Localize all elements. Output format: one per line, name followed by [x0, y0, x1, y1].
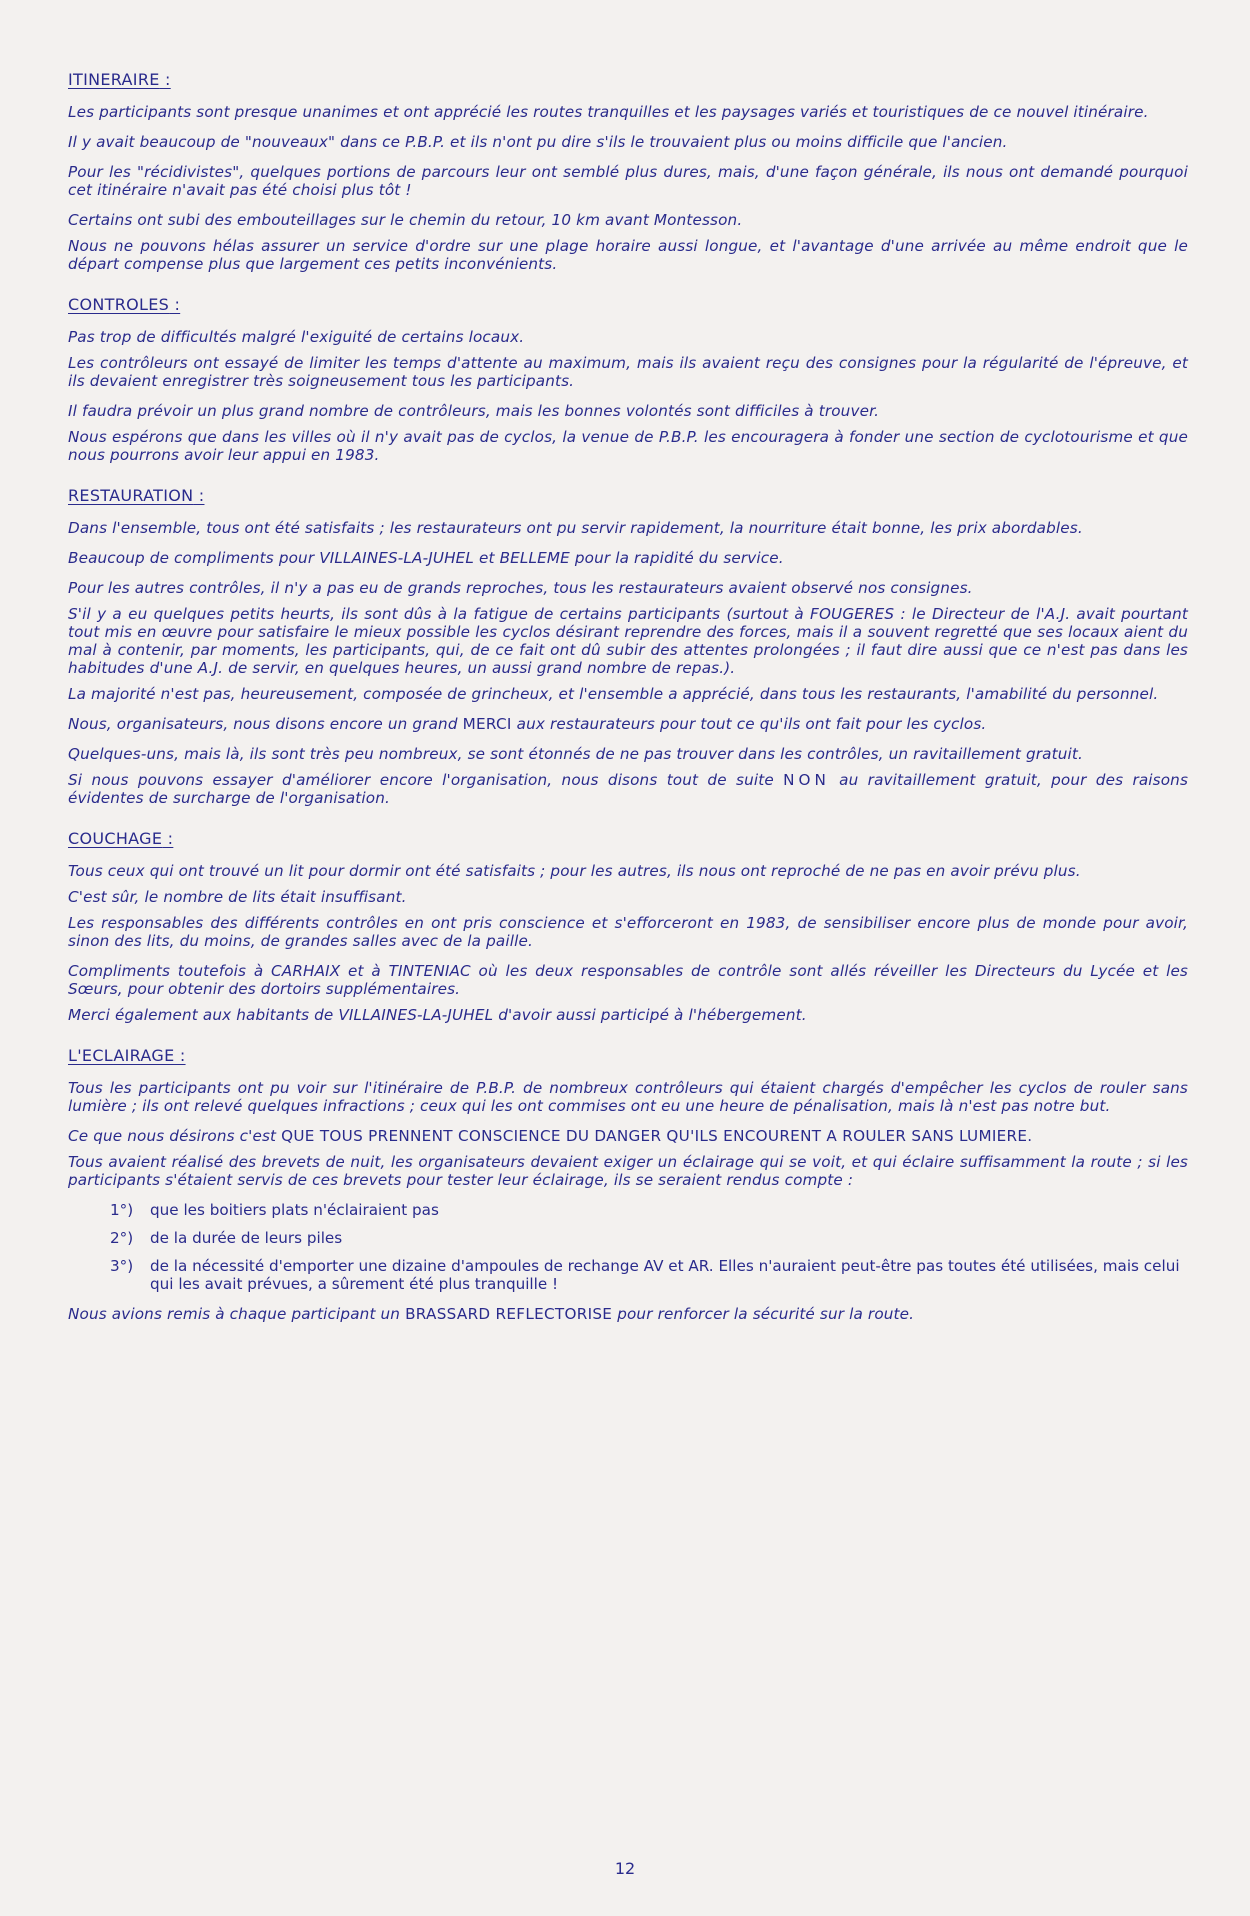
point-number: 1°) [110, 1201, 134, 1219]
point-text: de la durée de leurs piles [150, 1229, 343, 1247]
itineraire-paragraph-2: Il y avait beaucoup de "nouveaux" dans ce P.B.P. et ils n'ont pu dire s'ils le trouvaient plus ou moins difficile que l'ancien. [68, 133, 1008, 151]
heading-eclairage-text: L'ECLAIRAGE [68, 1046, 175, 1065]
itineraire-paragraph-1: Les participants sont presque unanimes et ont apprécié les routes tranquilles et les paysages variés et touristiques de ce nouvel itinéraire. [68, 103, 1149, 121]
eclairage-p4-after: pour renforcer la sécurité sur la route. [617, 1305, 915, 1323]
restauration-p6-before: Nous, organisateurs, nous disons encore un grand [68, 715, 458, 733]
section-restauration [68, 486, 1188, 807]
list-item [110, 1229, 1188, 1247]
eclairage-points-list [68, 1201, 1188, 1293]
heading-couchage: COUCHAGE : [68, 829, 174, 848]
section-couchage [68, 829, 1188, 1024]
restauration-paragraph-1: Dans l'ensemble, tous ont été satisfaits ; les restaurateurs ont pu servir rapidement, la nourriture était bonne, les prix abordables. [68, 519, 1083, 537]
couchage-paragraph-1: Tous ceux qui ont trouvé un lit pour dormir ont été satisfaits ; pour les autres, ils nous ont reproché de ne pas en avoir prévu plus. [68, 862, 1081, 880]
controles-paragraph-2: Les contrôleurs ont essayé de limiter les temps d'attente au maximum, mais ils avaient reçu des consignes pour la régularité de l'épreuve, et ils devaient enregistrer très soigneusement tous les participants. [68, 354, 1188, 390]
restauration-paragraph-8 [68, 771, 1188, 807]
couchage-paragraph-3: Les responsables des différents contrôles en ont pris conscience et s'efforceront en 1983, de sensibiliser encore plus de monde pour avoir, sinon des lits, du moins, de grandes salles avec de la paille. [68, 914, 1188, 950]
page-number: 12 [614, 1859, 636, 1878]
eclairage-paragraph-1: Tous les participants ont pu voir sur l'itinéraire de P.B.P. de nombreux contrôleurs qui étaient chargés d'empêcher les cyclos de rouler sans lumière ; ils ont relevé quelques infractions ; ceux qui les ont commises ont eu une heure de pénalisation, mais là n'est pas notre but. [68, 1079, 1188, 1115]
restauration-paragraph-2: Beaucoup de compliments pour VILLAINES-LA-JUHEL et BELLEME pour la rapidité du service. [68, 549, 784, 567]
itineraire-paragraph-4: Certains ont subi des embouteillages sur le chemin du retour, 10 km avant Montesson. [68, 211, 743, 229]
eclairage-p2-before: Ce que nous désirons c'est [68, 1127, 277, 1145]
section-controles [68, 295, 1188, 464]
restauration-p6-after: aux restaurateurs pour tout ce qu'ils ont fait pour les cyclos. [516, 715, 987, 733]
point-text: que les boitiers plats n'éclairaient pas [150, 1201, 439, 1219]
heading-restauration: RESTAURATION : [68, 486, 205, 505]
section-eclairage [68, 1046, 1188, 1323]
heading-itineraire: ITINERAIRE : [68, 70, 171, 89]
point-text: de la nécessité d'emporter une dizaine d'ampoules de rechange AV et AR. Elles n'auraient peut-être pas toutes été utilisées, mais celui qui les avait prévues, a sûrement été plus tranquille ! [150, 1257, 1180, 1293]
controles-paragraph-1: Pas trop de difficultés malgré l'exiguité de certains locaux. [68, 328, 525, 346]
heading-itineraire-text: ITINERAIRE [68, 70, 160, 89]
eclairage-paragraph-4 [68, 1305, 1188, 1323]
controles-paragraph-3: Il faudra prévoir un plus grand nombre de contrôleurs, mais les bonnes volontés sont difficiles à trouver. [68, 402, 880, 420]
restauration-merci: MERCI [462, 715, 512, 733]
heading-couchage-text: COUCHAGE [68, 829, 163, 848]
restauration-paragraph-3: Pour les autres contrôles, il n'y a pas eu de grands reproches, tous les restaurateurs avaient observé nos consignes. [68, 579, 973, 597]
restauration-paragraph-5: La majorité n'est pas, heureusement, composée de grincheux, et l'ensemble a apprécié, dans tous les restaurants, l'amabilité du personnel. [68, 685, 1159, 703]
eclairage-paragraph-3: Tous avaient réalisé des brevets de nuit, les organisateurs devaient exiger un éclairage qui se voit, et qui éclaire suffisamment la route ; si les participants s'étaient servis de ces brevets pour tester leur éclairage, ils se seraient rendus compte : [68, 1153, 1188, 1189]
heading-controles-text: CONTROLES [68, 295, 170, 314]
eclairage-p4-before: Nous avions remis à chaque participant un [68, 1305, 401, 1323]
list-item [110, 1201, 1188, 1219]
itineraire-paragraph-5: Nous ne pouvons hélas assurer un service d'ordre sur une plage horaire aussi longue, et l'avantage d'une arrivée au même endroit que le départ compense plus que largement ces petits inconvénients. [68, 237, 1188, 273]
restauration-paragraph-7: Quelques-uns, mais là, ils sont très peu nombreux, se sont étonnés de ne pas trouver dans les contrôles, un ravitaillement gratuit. [68, 745, 1083, 763]
heading-eclairage: L'ECLAIRAGE : [68, 1046, 186, 1065]
page-content [68, 70, 1188, 1335]
point-number: 3°) [110, 1257, 134, 1275]
eclairage-paragraph-2 [68, 1127, 1188, 1145]
heading-restauration-text: RESTAURATION [68, 486, 194, 505]
restauration-non: NON [783, 771, 830, 789]
point-number: 2°) [110, 1229, 134, 1247]
couchage-paragraph-2: C'est sûr, le nombre de lits était insuffisant. [68, 888, 407, 906]
heading-controles: CONTROLES : [68, 295, 181, 314]
restauration-paragraph-6 [68, 715, 1188, 733]
restauration-p8-before: Si nous pouvons essayer d'améliorer encore l'organisation, nous disons tout de suite [68, 771, 774, 789]
eclairage-brassard: BRASSARD REFLECTORISE [405, 1305, 613, 1323]
controles-paragraph-4: Nous espérons que dans les villes où il n'y avait pas de cyclos, la venue de P.B.P. les encouragera à fonder une section de cyclotourisme et que nous pourrons avoir leur appui en 1983. [68, 428, 1188, 464]
couchage-paragraph-5: Merci également aux habitants de VILLAINES-LA-JUHEL d'avoir aussi participé à l'hébergement. [68, 1006, 807, 1024]
restauration-paragraph-4: S'il y a eu quelques petits heurts, ils sont dûs à la fatigue de certains participants (surtout à FOUGERES : le Directeur de l'A.J. avait pourtant tout mis en œuvre pour satisfaire le mieux possible les cyclos désirant reprendre des forces, mais il a souvent regretté que ses locaux aient du mal à contenir, par moments, les participants, qui, de ce fait ont dû subir des attentes prolongées ; il faut dire aussi que ce n'est pas dans les habitudes d'une A.J. de servir, en quelques heures, un aussi grand nombre de repas.). [68, 605, 1188, 677]
itineraire-paragraph-3: Pour les "récidivistes", quelques portions de parcours leur ont semblé plus dures, mais, d'une façon générale, ils nous ont demandé pourquoi cet itinéraire n'avait pas été choisi plus tôt ! [68, 163, 1188, 199]
restauration-p8-after: au ravitaillement gratuit, pour des raisons évidentes de surcharge de l'organisation. [68, 771, 1189, 807]
eclairage-p2-emphasis: QUE TOUS PRENNENT CONSCIENCE DU DANGER QU'ILS ENCOURENT A ROULER SANS LUMIERE. [281, 1127, 1033, 1145]
couchage-paragraph-4: Compliments toutefois à CARHAIX et à TINTENIAC où les deux responsables de contrôle sont allés réveiller les Directeurs du Lycée et les Sœurs, pour obtenir des dortoirs supplémentaires. [68, 962, 1188, 998]
section-itineraire [68, 70, 1188, 273]
list-item [110, 1257, 1188, 1293]
